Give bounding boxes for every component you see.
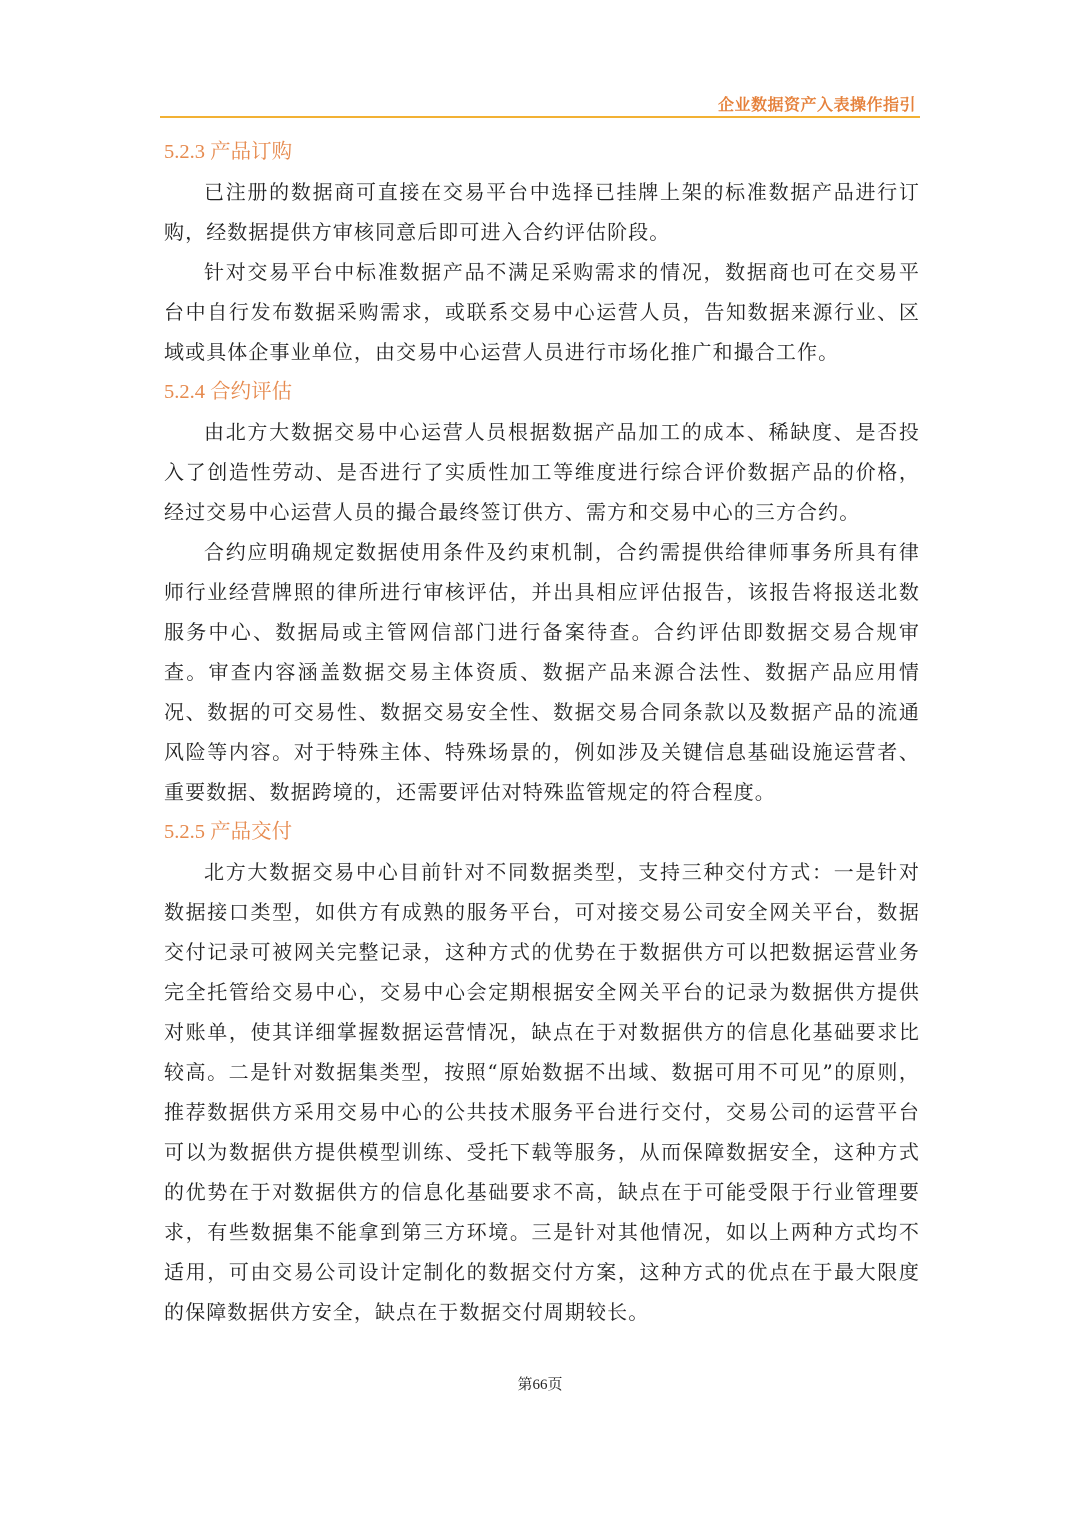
section-heading-5-2-5: 5.2.5 产品交付 <box>164 821 293 843</box>
section-heading-5-2-4: 5.2.4 合约评估 <box>164 381 293 403</box>
section-heading-5-2-3: 5.2.3 产品订购 <box>164 141 293 163</box>
paragraph: 已注册的数据商可直接在交易平台中选择已挂牌上架的标准数据产品进行订购，经数据提供方审核同意后即可进入合约评估阶段。 <box>164 180 920 244</box>
paragraph: 由北方大数据交易中心运营人员根据数据产品加工的成本、稀缺度、是否投入了创造性劳动、是否进行了实质性加工等维度进行综合评价数据产品的价格，经过交易中心运营人员的撮合最终签订供方、需方和交易中心的三方合约。 <box>164 420 920 524</box>
header-rule <box>160 116 920 118</box>
document-title: 企业数据资产入表操作指引 <box>717 95 916 114</box>
paragraph: 针对交易平台中标准数据产品不满足采购需求的情况，数据商也可在交易平台中自行发布数据采购需求，或联系交易中心运营人员，告知数据来源行业、区域或具体企事业单位，由交易中心运营人员进行市场化推广和撮合工作。 <box>164 260 920 364</box>
body-content <box>164 132 920 1332</box>
page-number: 第66页 <box>517 1377 563 1393</box>
paragraph: 合约应明确规定数据使用条件及约束机制，合约需提供给律师事务所具有律师行业经营牌照的律所进行审核评估，并出具相应评估报告，该报告将报送北数服务中心、数据局或主管网信部门进行备案待查。合约评估即数据交易合规审查。审查内容涵盖数据交易主体资质、数据产品来源合法性、数据产品应用情况、数据的可交易性、数据交易安全性、数据交易合同条款以及数据产品的流通风险等内容。对于特殊主体、特殊场景的，例如涉及关键信息基础设施运营者、重要数据、数据跨境的，还需要评估对特殊监管规定的符合程度。 <box>164 540 920 804</box>
paragraph: 北方大数据交易中心目前针对不同数据类型，支持三种交付方式：一是针对数据接口类型，如供方有成熟的服务平台，可对接交易公司安全网关平台，数据交付记录可被网关完整记录，这种方式的优势在于数据供方可以把数据运营业务完全托管给交易中心，交易中心会定期根据安全网关平台的记录为数据供方提供对账单，使其详细掌握数据运营情况，缺点在于对数据供方的信息化基础要求比较高。二是针对数据集类型，按照“原始数据不出域、数据可用不可见”的原则，推荐数据供方采用交易中心的公共技术服务平台进行交付，交易公司的运营平台可以为数据供方提供模型训练、受托下载等服务，从而保障数据安全，这种方式的优势在于对数据供方的信息化基础要求不高，缺点在于可能受限于行业管理要求，有些数据集不能拿到第三方环境。三是针对其他情况，如以上两种方式均不适用，可由交易公司设计定制化的数据交付方案，这种方式的优点在于最大限度的保障数据供方安全，缺点在于数据交付周期较长。 <box>164 860 920 1324</box>
running-header <box>160 88 920 118</box>
